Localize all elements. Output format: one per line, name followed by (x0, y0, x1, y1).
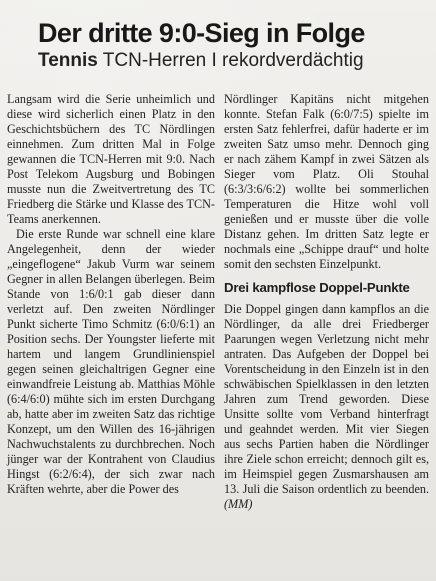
subheadline-text: TCN-Herren I rekordverdächtig (102, 50, 364, 71)
subheadline (38, 51, 398, 72)
paragraph-intro: Langsam wird die Serie unheimlich und diese wird sicherlich einen Platz in den Geschichtsbüchern des TC Nördlingen einnehmen. Zum dritten Mal in Folge gewannen die TCN-Herren mit 9:0. Nach Post Telekom Augsburg und Bobingen musste nun die Zweitvertretung des TC Friedberg die Stärke und Klasse des TCN-Teams anerkennen. (7, 92, 215, 226)
section-kicker: Tennis (38, 50, 98, 71)
paragraph-doubles-report (224, 302, 429, 512)
section-heading: Drei kampflose Doppel-Punkte (224, 280, 410, 295)
right-column (224, 92, 429, 512)
paragraph-singles-report: Die erste Runde war schnell eine klare Angelegenheit, denn der wieder „eingeflogene“ Jakub Vurm war seinem Gegner in allen Belangen überlegen. Beim Stande von 1:6/0:1 gab dieser dann verletzt auf. Den zweiten Nördlinger Punkt sicherte Timo Schmitz (6:0/6:1) an Position sechs. Der Youngster lieferte mit hartem und langem Grundlinienspiel gegen seinen gleichaltrigen Gegner eine einwandfreie Leistung ab. Matthias Möhle (6:4/6:0) mühte sich im ersten Durchgang ab, hatte aber im zweiten Satz das richtige Konzept, um den Willen des 16-jährigen Nachwuchstalents zu durchbrechen. Noch jünger war der Kontrahent von Claudius Hingst (6:2/6:4), der sich zwar nach Kräften wehrte, aber die Power des (7, 227, 215, 496)
paragraph-doubles-text: Die Doppel gingen dann kampflos an die Nördlinger, da alle drei Friedberger Paarungen wegen Verletzung nicht mehr antraten. Das Aufgeben der Doppel bei Vorentscheidung in den Einzeln ist in den schwäbischen Spielklassen in den letzten Jahren zum Trend geworden. Diese Unsitte sollte vom Verband hinterfragt und geahndet werden. Mit vier Siegen aus sechs Partien haben die Nördlinger ihre Ziele schon erreicht; dennoch gilt es, im Heimspiel gegen Zusmarshausen am 13. Juli die Saison ordentlich zu beenden. (224, 301, 429, 496)
headline: Der dritte 9:0-Sieg in Folge (38, 18, 365, 48)
byline: (MM) (224, 496, 253, 511)
paragraph-singles-continued: Nördlinger Kapitäns nicht mitgehen konnte. Stefan Falk (6:0/7:5) spielte im ersten Satz fehlerfrei, dafür haderte er im zweiten Satz umso mehr. Dennoch ging er nach zähem Kampf in zwei Sätzen als Sieger vom Platz. Oli Stouhal (6:3/3:6/6:2) wollte bei sommerlichen Temperaturen die Hitze wohl voll genießen und er musste über die volle Distanz gehen. Im dritten Satz legte er nochmals eine „Schippe drauf“ und holte somit den sechsten Einzelpunkt. (224, 92, 429, 271)
left-column (7, 92, 215, 497)
